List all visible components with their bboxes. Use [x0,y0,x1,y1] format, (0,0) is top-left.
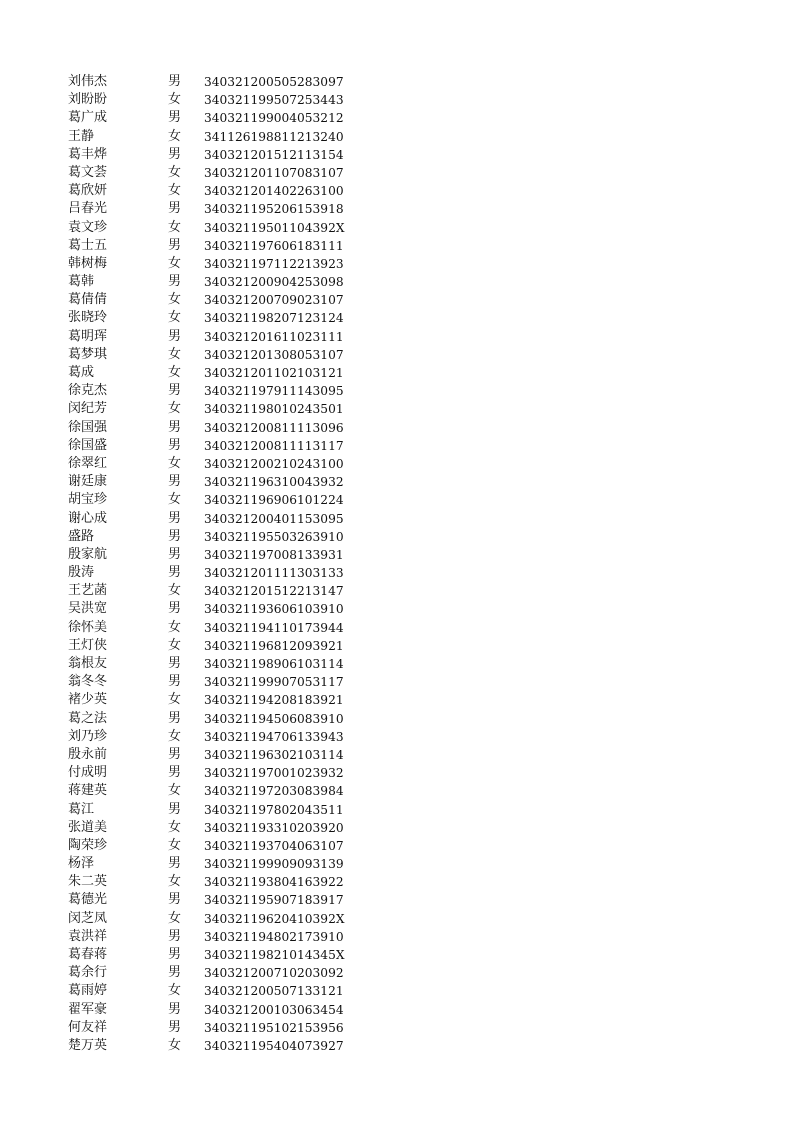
table-row [68,1001,368,1019]
person-gender: 男 [168,546,182,562]
table-row [68,873,368,891]
table-row [68,346,368,364]
person-gender: 男 [168,528,182,544]
person-name: 谢廷康 [68,474,108,490]
person-name: 王灯侠 [68,637,108,653]
person-gender: 女 [168,92,182,108]
person-name: 葛士五 [68,237,108,253]
id-number: 340321195102153956 [204,1020,344,1035]
id-number: 340321201402263100 [204,184,344,199]
id-number: 340321201512213147 [204,584,344,599]
person-gender: 男 [168,892,182,908]
person-name: 刘盼盼 [68,92,108,108]
person-name: 袁洪祥 [68,928,108,944]
person-gender: 女 [168,292,182,308]
person-gender: 女 [168,637,182,653]
person-name: 盛路 [68,528,95,544]
person-gender: 女 [168,728,182,744]
id-number: 340321200210243100 [204,456,344,471]
person-name: 吴洪宽 [68,601,108,617]
id-number: 340321200811113096 [204,420,344,435]
person-gender: 男 [168,383,182,399]
person-name: 徐怀美 [68,619,108,635]
id-number: 340321196906101224 [204,493,344,508]
table-row [68,400,368,418]
person-name: 陶荣珍 [68,837,108,853]
table-row [68,564,368,582]
id-number: 340321200710203092 [204,966,344,981]
id-number: 340321198010243501 [204,402,344,417]
id-number: 340321199507253443 [204,93,344,108]
table-row [68,964,368,982]
person-name: 葛江 [68,801,95,817]
table-row [68,255,368,273]
person-gender: 男 [168,765,182,781]
id-number: 340321197911143095 [204,384,344,399]
person-name: 谢心成 [68,510,108,526]
id-number: 340321201512113154 [204,147,344,162]
person-gender: 女 [168,310,182,326]
table-row [68,128,368,146]
id-number: 340321194802173910 [204,929,344,944]
person-gender: 男 [168,328,182,344]
person-gender: 男 [168,656,182,671]
id-number: 340321200709023107 [204,293,344,308]
table-row [68,273,368,291]
person-gender: 男 [168,746,182,762]
table-row [68,837,368,855]
person-gender: 男 [168,947,182,962]
table-row [68,891,368,909]
person-gender: 女 [168,183,182,199]
table-row [68,928,368,946]
table-row [68,528,368,546]
person-name: 吕春光 [68,201,108,217]
table-row [68,473,368,491]
person-name: 韩树梅 [68,255,108,271]
id-number: 340321196302103114 [204,747,344,762]
table-row [68,728,368,746]
person-gender: 男 [168,274,182,290]
person-name: 葛德光 [68,892,108,908]
table-row [68,164,368,182]
table-row [68,782,368,800]
person-name: 袁文珍 [68,219,108,235]
person-gender: 男 [168,237,182,253]
id-number: 340321200507133121 [204,984,344,999]
table-row [68,328,368,346]
id-number: 34032119620410392X [204,911,345,926]
table-row [68,309,368,327]
person-name: 葛欣妍 [68,183,108,199]
person-name: 褚少英 [68,692,108,708]
table-row [68,437,368,455]
id-number: 34032119821014345X [204,948,345,962]
person-gender: 男 [168,110,182,126]
id-number: 340321201102103121 [204,366,344,380]
table-row [68,491,368,509]
id-number: 340321197112213923 [204,256,344,271]
person-name: 张道美 [68,819,108,835]
id-number: 340321201308053107 [204,347,344,362]
person-gender: 男 [168,510,182,526]
person-gender: 男 [168,1019,182,1035]
person-gender: 男 [168,801,182,817]
person-name: 葛文荟 [68,164,108,180]
person-gender: 男 [168,601,182,617]
person-name: 刘乃珍 [68,728,108,744]
person-name: 徐翠红 [68,455,108,471]
table-row [68,455,368,473]
person-name: 朱二英 [68,874,108,890]
table-row [68,600,368,618]
id-number: 340321193704063107 [204,838,344,853]
id-number: 340321197802043511 [204,802,344,817]
person-gender: 女 [168,492,182,508]
table-row [68,746,368,764]
person-name: 王静 [68,128,95,144]
person-name: 付成明 [68,765,108,781]
id-number: 340321201611023111 [204,329,344,344]
person-name: 葛梦琪 [68,346,108,362]
person-name: 葛丰烨 [68,146,108,162]
table-row [68,801,368,819]
person-gender: 女 [168,346,182,362]
person-name: 葛之法 [68,710,108,726]
person-name: 翁根友 [68,656,108,671]
table-row [68,673,368,691]
person-gender: 男 [168,474,182,490]
table-row [68,1019,368,1037]
person-name: 殷涛 [68,565,95,581]
table-row [68,200,368,218]
table-row [68,1037,368,1055]
person-gender: 男 [168,437,182,453]
table-row [68,510,368,528]
person-gender: 女 [168,255,182,271]
table-row [68,655,368,673]
person-name: 闵芝凤 [68,910,108,926]
person-gender: 女 [168,837,182,853]
id-number: 340321196812093921 [204,638,344,653]
id-number: 340321194506083910 [204,711,344,726]
person-name: 胡宝珍 [68,492,108,508]
table-row [68,237,368,255]
id-number: 340321195907183917 [204,893,344,908]
person-name: 张晓玲 [68,310,108,326]
id-number: 340321198906103114 [204,657,344,671]
person-name: 何友祥 [68,1019,108,1035]
table-row [68,582,368,600]
table-row [68,637,368,655]
table-row [68,219,368,237]
table-row [68,819,368,837]
person-name: 闵纪芳 [68,401,108,417]
person-gender: 女 [168,692,182,708]
person-name: 葛倩倩 [68,292,108,308]
id-number: 340321198207123124 [204,311,344,326]
table-row [68,382,368,400]
person-name: 翟军豪 [68,1001,108,1017]
id-number: 340321200904253098 [204,275,344,290]
id-number: 340321195503263910 [204,529,344,544]
table-row [68,691,368,709]
id-number: 340321194706133943 [204,729,344,744]
id-number: 340321200505283097 [204,75,344,89]
person-name: 徐国强 [68,419,108,435]
person-gender: 男 [168,928,182,944]
person-name: 葛明珲 [68,328,108,344]
table-row [68,946,368,964]
person-gender: 男 [168,565,182,581]
person-gender: 女 [168,983,182,999]
id-number: 34032119501104392X [204,220,345,235]
table-row [68,364,368,382]
table-row [68,982,368,1000]
person-name: 葛广成 [68,110,108,126]
person-gender: 女 [168,164,182,180]
person-name: 徐克杰 [68,383,108,399]
person-gender: 男 [168,856,182,872]
id-number: 340321195404073927 [204,1038,344,1053]
id-number: 341126198811213240 [204,129,344,144]
table-row [68,146,368,164]
person-name: 徐国盛 [68,437,108,453]
id-number: 340321193606103910 [204,602,344,617]
person-gender: 男 [168,201,182,217]
table-row [68,109,368,127]
id-number: 340321194208183921 [204,693,344,708]
person-gender: 女 [168,874,182,890]
id-number: 340321195206153918 [204,202,344,217]
person-name: 葛韩 [68,274,95,290]
person-gender: 女 [168,128,182,144]
person-gender: 女 [168,401,182,417]
person-gender: 女 [168,819,182,835]
person-name: 葛雨婷 [68,983,108,999]
person-name: 蒋建英 [68,783,108,799]
person-name: 翁冬冬 [68,674,108,690]
id-number: 340321199907053117 [204,675,344,690]
person-gender: 女 [168,1037,182,1053]
table-row [68,73,368,91]
id-number: 340321201107083107 [204,165,344,180]
table-row [68,419,368,437]
table-row [68,855,368,873]
id-number: 340321199004053212 [204,111,344,126]
id-number: 340321200811113117 [204,438,344,453]
person-gender: 男 [168,74,182,89]
person-name: 葛成 [68,365,95,380]
table-row [68,619,368,637]
person-gender: 男 [168,146,182,162]
person-name: 杨泽 [68,856,95,872]
id-number: 340321197001023932 [204,766,344,781]
person-gender: 女 [168,365,182,380]
id-number: 340321200103063454 [204,1002,344,1017]
id-number: 340321194110173944 [204,620,344,635]
table-row [68,710,368,728]
table-row [68,546,368,564]
table-row [68,291,368,309]
person-gender: 男 [168,1001,182,1017]
person-name: 殷家航 [68,546,108,562]
person-gender: 女 [168,219,182,235]
id-number: 340321196310043932 [204,475,344,490]
table-row [68,182,368,200]
person-gender: 男 [168,965,182,981]
id-number: 340321201111303133 [204,566,344,581]
person-gender: 女 [168,619,182,635]
person-gender: 女 [168,455,182,471]
person-name: 楚万英 [68,1037,108,1053]
person-name: 葛余行 [68,965,108,981]
person-gender: 男 [168,674,182,690]
id-number: 340321197203083984 [204,784,344,799]
person-gender: 男 [168,710,182,726]
person-gender: 女 [168,910,182,926]
id-number: 340321199909093139 [204,857,344,872]
person-gender: 男 [168,419,182,435]
id-number: 340321193310203920 [204,820,344,835]
table-row [68,910,368,928]
person-name: 葛春蒋 [68,947,108,962]
id-number: 340321197008133931 [204,547,344,562]
person-roster-table [68,73,368,1055]
person-gender: 女 [168,583,182,599]
table-row [68,91,368,109]
id-number: 340321197606183111 [204,238,344,253]
person-name: 殷永前 [68,746,108,762]
table-row [68,764,368,782]
id-number: 340321193804163922 [204,875,344,890]
id-number: 340321200401153095 [204,511,344,526]
person-name: 王艺菡 [68,583,108,599]
person-name: 刘伟杰 [68,74,108,89]
person-gender: 女 [168,783,182,799]
